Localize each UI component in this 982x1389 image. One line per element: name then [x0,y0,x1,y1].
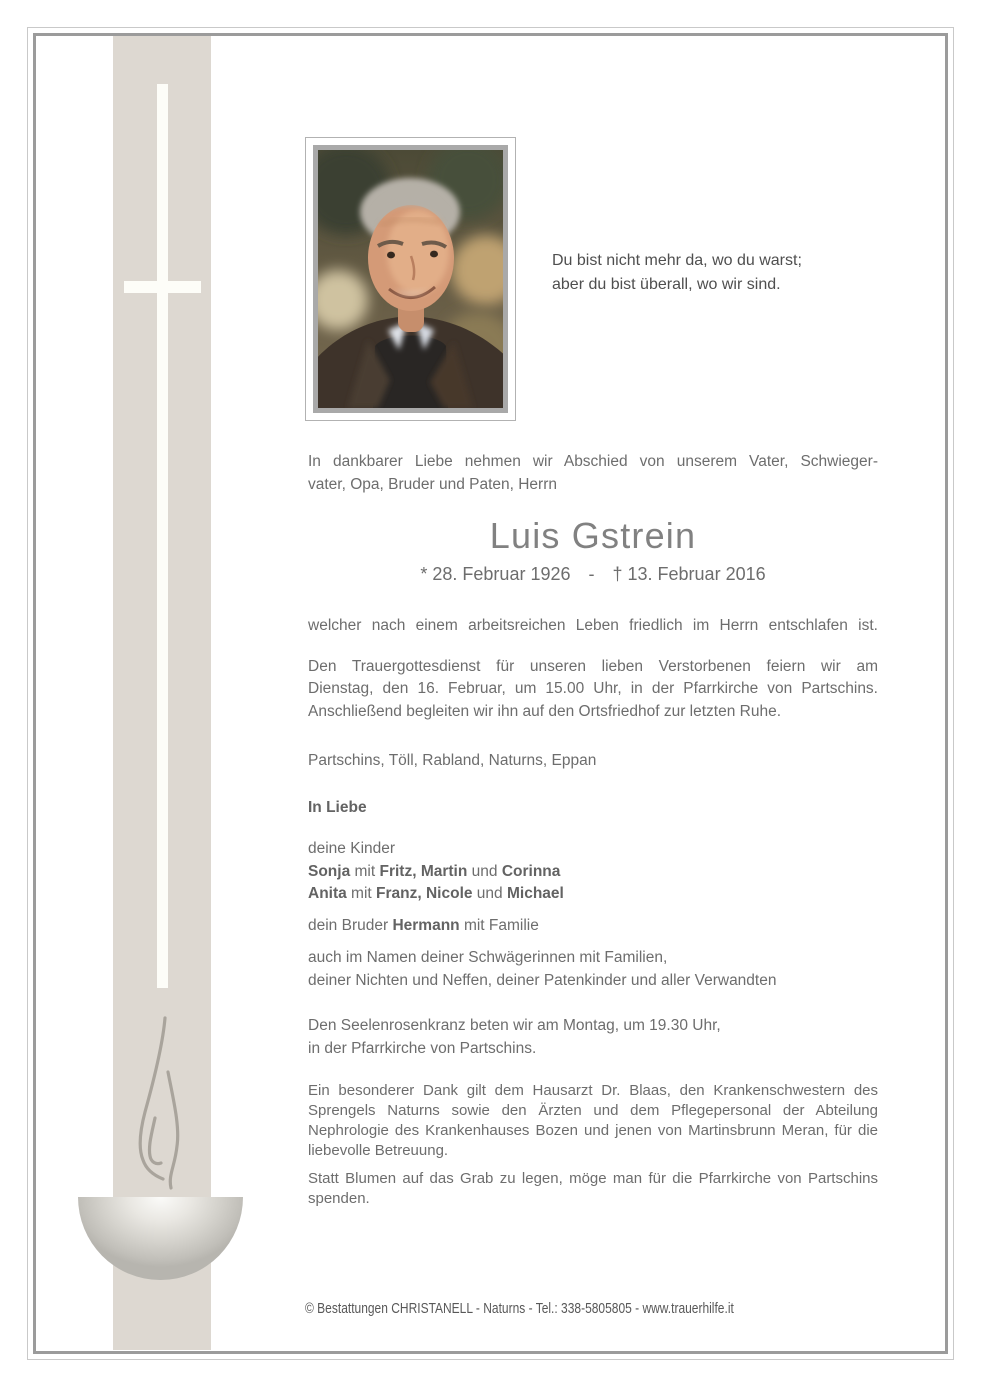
children-line-2 [308,883,878,906]
child-name: Anita [308,885,347,902]
cross-horizontal-bar [124,281,201,293]
child-name: Michael [506,885,564,902]
birth-date: * 28. Februar 1926 [420,564,571,584]
thanks-paragraph [308,1081,878,1161]
text-line: in der Pfarrkirche von Partschins. [308,1039,537,1057]
text-line: vater, Opa, Bruder und Paten, Herrn [308,475,557,493]
text-line: Ein besonderer Dank gilt dem Hausarzt Dr. Blaas, den Krankenschwestern des [308,1082,878,1099]
brother-line [308,915,878,938]
announcement-text [308,451,878,1209]
connector-text: mit [350,862,380,880]
service-paragraph [308,656,878,724]
memorial-quote [552,249,802,297]
child-name: Corinna [501,862,561,880]
in-liebe-line: In Liebe [308,798,367,816]
connector-text: und [467,862,502,880]
connector-text: mit Familie [459,916,539,934]
text-line: Den Trauergottesdienst für unseren lieben Verstorbenen feiern wir am [308,657,878,675]
child-name: Franz, Nicole [376,885,473,902]
candle-flame-icon [110,990,230,1220]
text-line: Nephrologie des Krankenhauses Bozen und jenen von Martinsbrunn Meran, für die [308,1122,878,1139]
quote-line: aber du bist überall, wo wir sind. [552,276,781,293]
text-line: Den Seelenrosenkranz beten wir am Montag, um 19.30 Uhr, [308,1017,721,1034]
rosary-block [308,1015,878,1060]
children-label: deine Kinder [308,840,396,857]
flowers-paragraph [308,1169,878,1209]
text-line: welcher nach einem arbeitsreichen Leben friedlich im Herrn entschlafen ist. [308,617,878,634]
funeral-home-footer: © Bestattungen CHRISTANELL - Naturns - Tel.: 338-5805805 - www.trauerhilfe.it [305,1300,734,1317]
text-line: Statt Blumen auf das Grab zu legen, möge man für die Pfarrkirche von Partschins [308,1170,878,1187]
quote-line: Du bist nicht mehr da, wo du warst; [552,252,802,269]
text-line: Dienstag, den 16. Februar, um 15.00 Uhr, in der Pfarrkirche von Partschins. [308,680,878,697]
cross-icon [124,84,201,988]
text-line: Sprengels Naturns sowie den Ärzten und dem Pflegepersonal der Abteilung [308,1102,878,1119]
cross-vertical-bar [157,84,168,988]
connector-text: und [472,885,507,902]
brother-name: Hermann [392,916,460,934]
places-line: Partschins, Töll, Rabland, Naturns, Eppan [308,752,597,769]
date-separator: - [588,564,595,584]
text-line: Anschließend begleiten wir ihn auf den Ortsfriedhof zur letzten Ruhe. [308,702,782,720]
connector-text: mit [346,885,377,902]
relatives-block [308,947,878,992]
text-line: In dankbarer Liebe nehmen wir Abschied von unserem Vater, Schwieger- [308,453,878,470]
connector-text: dein Bruder [308,916,393,934]
child-name: Fritz, Martin [379,862,468,880]
passing-line [308,615,878,638]
candle-bowl-icon [78,1197,243,1280]
text-line: liebevolle Betreuung. [308,1142,449,1159]
deceased-name: Luis Gstrein [489,515,697,556]
portrait-photo-image [318,150,503,408]
text-line: deiner Nichten und Neffen, deiner Patenkinder und aller Verwandten [308,971,777,989]
text-line: auch im Namen deiner Schwägerinnen mit Familien, [308,949,668,966]
death-date: † 13. Februar 2016 [612,564,766,584]
text-line: spenden. [308,1190,370,1207]
life-dates [308,561,878,587]
children-line-1 [308,861,878,884]
portrait-photo [313,145,508,413]
child-name: Sonja [308,862,351,880]
portrait-photo-frame [305,137,516,421]
intro-paragraph [308,451,878,496]
children-block [308,838,878,906]
